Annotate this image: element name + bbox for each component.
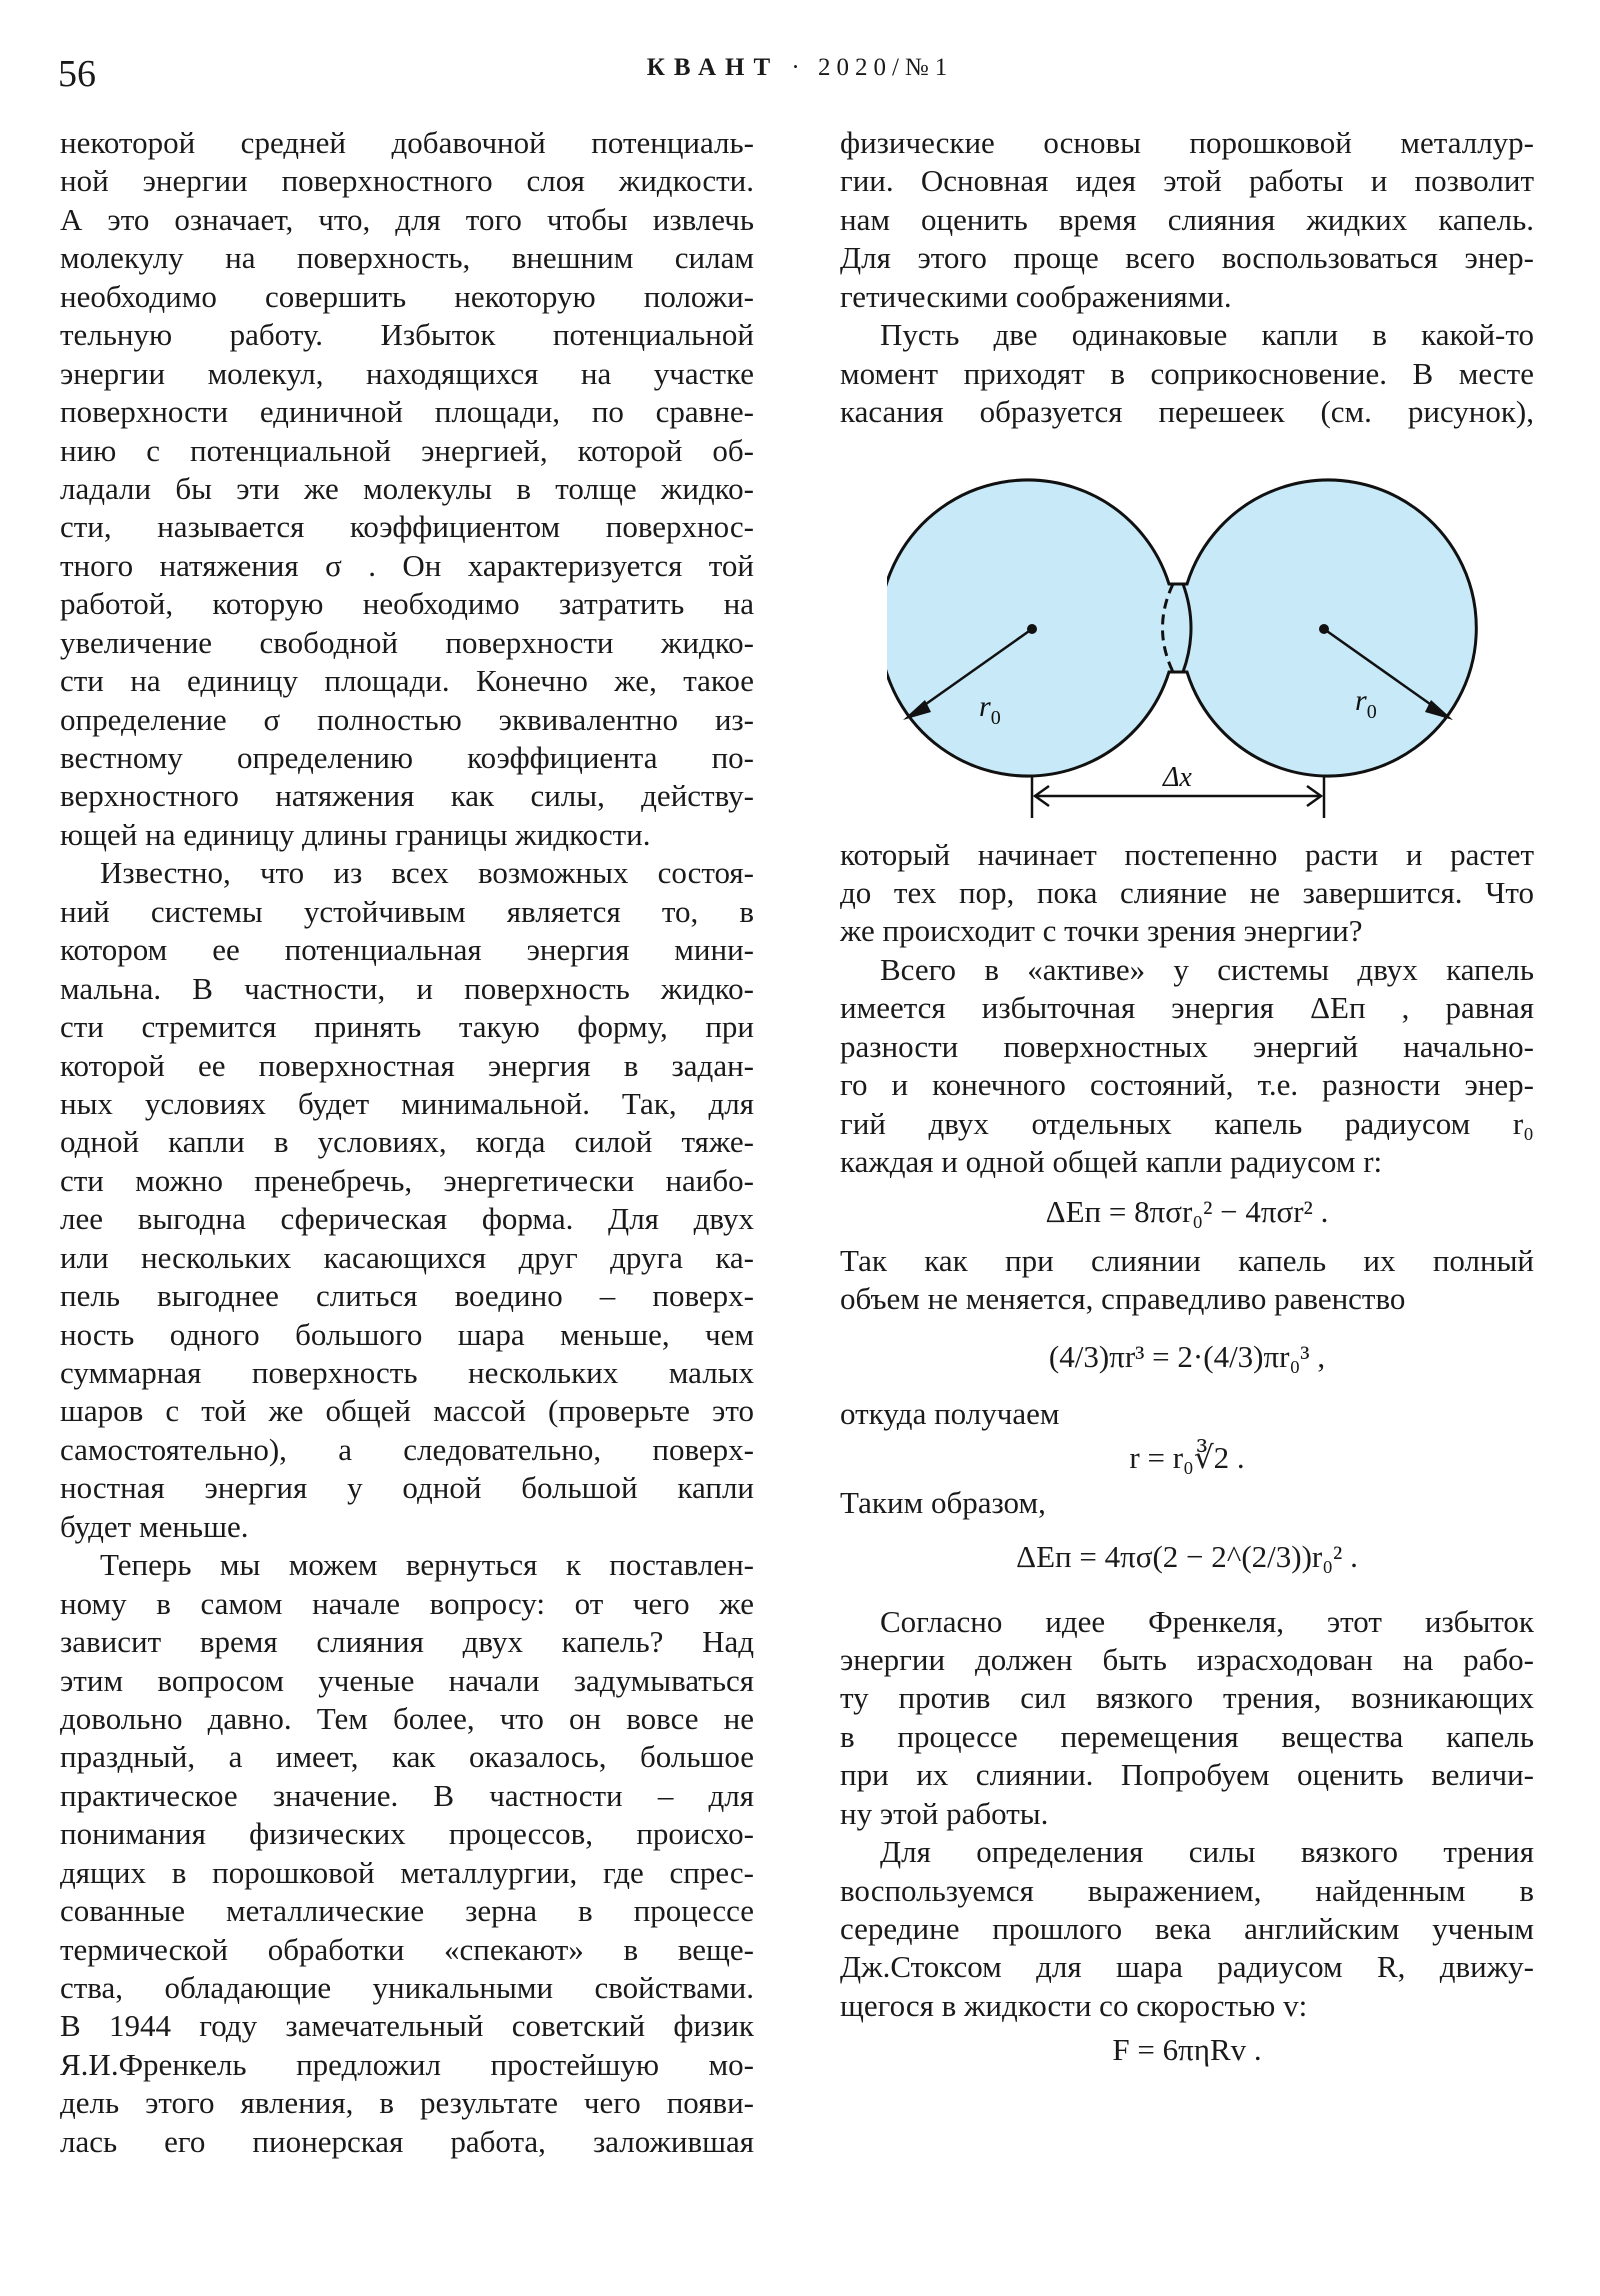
text-line: каждая и одной общей капли радиусом r: (840, 1144, 1383, 1179)
issue-number: 2020/№1 (817, 54, 954, 81)
radius-label-left: r (979, 689, 991, 723)
equation-volume-conservation: (4/3)πr³ = 2·(4/3)πr₀³ , (1048, 1338, 1326, 1374)
text-line: верхностного натяжения как силы, действу- (60, 778, 754, 814)
text-line: имеется избыточная энергия ΔEп , равная (840, 990, 1534, 1026)
radius-label-right: r (1355, 683, 1367, 717)
text-line: термической обработки «спекают» в веще- (60, 1931, 754, 1967)
text-line: Таким образом, (840, 1484, 1046, 1520)
text-line: гетическими соображениями. (840, 278, 1232, 314)
text-line: ность одного большого шара меньше, чем (60, 1316, 754, 1352)
text-line: середине прошлого века английским ученым (840, 1911, 1534, 1947)
text-line: тельную работу. Избыток потенциальной (60, 317, 754, 353)
text-line: сти на единицу площади. Конечно же, такое (60, 663, 754, 699)
text-line: ностная энергия у одной большой капли (60, 1470, 754, 1506)
text-line: суммарная поверхность нескольких малых (60, 1355, 754, 1390)
text-line: понимания физических процессов, происхо- (60, 1816, 754, 1852)
text-line: ной энергии поверхностного слоя жидкости. (60, 163, 754, 199)
text-line: при их слиянии. Попробуем оценить величи- (840, 1757, 1534, 1793)
equation-stokes-force: F = 6πηRv . (1112, 2032, 1262, 2068)
text-line: в процессе перемещения вещества капель (840, 1718, 1534, 1754)
text-line: откуда получаем (840, 1395, 1060, 1431)
text-line: гии. Основная идея этой работы и позволит (840, 163, 1534, 199)
distance-label: Δx (1163, 761, 1192, 793)
text-line: практическое значение. В частности – для (60, 1777, 754, 1813)
text-line: увеличение свободной поверхности жидко- (60, 624, 754, 660)
page-header (0, 48, 1600, 98)
text-line: ту против сил вязкого трения, возникающих (840, 1680, 1534, 1716)
text-line: определение σ полностью эквивалентно из- (60, 701, 754, 737)
text-line: гий двух отдельных капель радиусом r₀ (840, 1105, 1534, 1141)
text-line: же происходит с точки зрения энергии? (840, 913, 1363, 949)
text-line: довольно давно. Тем более, что он вовсе не (60, 1700, 754, 1736)
equation-energy-difference: ΔEп = 8πσr₀² − 4πσr² . (1045, 1194, 1329, 1230)
text-line: молекулу на поверхность, внешним силам (60, 240, 754, 276)
text-line: Для этого проще всего воспользоваться энер- (840, 240, 1534, 276)
text-line: щегося в жидкости со скоростью v: (840, 1987, 1308, 2023)
text-line: разности поверхностных энергий начально- (840, 1028, 1534, 1064)
text-line: сованные металлические зерна в процессе (60, 1893, 754, 1929)
text-line: поверхности единичной площади, по сравне- (60, 394, 754, 430)
text-line: вестному определению коэффициента по- (60, 740, 754, 775)
text-line: мальна. В частности, и поверхность жидко- (60, 970, 754, 1006)
text-line: ющей на единицу длины границы жидкости. (60, 816, 651, 852)
text-line: ладали бы эти же молекулы в толще жидко- (60, 470, 754, 506)
text-line: го и конечного состояний, т.е. разности энер- (840, 1067, 1534, 1103)
journal-title: КВАНТ (646, 54, 780, 81)
equation-radius: r = r₀∛2 . (1129, 1440, 1245, 1476)
text-line: дель этого явления, в результате чего появи- (60, 2085, 754, 2121)
text-line: лась его пионерская работа, заложившая (60, 2123, 754, 2159)
text-line: ну этой работы. (840, 1795, 1049, 1831)
svg-text:r0: $r_0$ (1355, 683, 1377, 723)
text-line: лее выгодна сферическая форма. Для двух (60, 1201, 754, 1237)
text-line: объем не меняется, справедливо равенство (840, 1281, 1406, 1317)
text-line: сти, называется коэффициентом поверхнос- (60, 509, 754, 545)
text-line: самостоятельно), а следовательно, поверх- (60, 1431, 754, 1467)
paragraph-start: Всего в «активе» у системы двух капель (880, 951, 1534, 987)
svg-text:r0: $r_0$ (979, 689, 1001, 729)
text-line: В 1944 году замечательный советский физик (60, 2008, 754, 2044)
text-line: необходимо совершить некоторую положи- (60, 278, 754, 314)
paragraph-start: Пусть две одинаковые капли в какой-то (880, 317, 1534, 353)
text-line: одной капли в условиях, когда силой тяже- (60, 1124, 754, 1160)
right-column (840, 124, 1534, 2070)
text-line: работой, которую необходимо затратить на (60, 586, 754, 622)
left-column (60, 124, 754, 2161)
text-line: энергии должен быть израсходован на рабо- (840, 1641, 1534, 1677)
text-line: ному в самом начале вопросу: от чего же (60, 1585, 754, 1621)
text-line: воспользуемся выражением, найденным в (840, 1872, 1534, 1908)
two-drops-figure (887, 448, 1487, 828)
text-line: А это означает, что, для того чтобы извлечь (60, 201, 754, 237)
text-line: котором ее потенциальная энергия мини- (60, 932, 754, 968)
text-line: или нескольких касающихся друг друга ка- (60, 1239, 754, 1275)
paragraph-start: Теперь мы можем вернуться к поставлен- (100, 1547, 754, 1583)
text-line: тного натяжения σ . Он характеризуется той (60, 547, 754, 583)
text-line: Так как при слиянии капель их полный (840, 1242, 1534, 1278)
text-line: зависит время слияния двух капель? Над (60, 1624, 754, 1660)
paragraph-start: Для определения силы вязкого трения (880, 1834, 1534, 1870)
text-line: которой ее поверхностная энергия в задан- (60, 1047, 754, 1083)
text-line: энергии молекул, находящихся на участке (60, 355, 754, 391)
text-line: этим вопросом ученые начали задумываться (60, 1662, 754, 1698)
text-line: дящих в порошковой металлургии, где спрес- (60, 1854, 754, 1890)
text-line: нам оценить время слияния жидких капель. (840, 201, 1534, 237)
text-line: ний системы устойчивым является то, в (60, 893, 754, 929)
text-line: который начинает постепенно расти и растет (840, 836, 1534, 872)
text-line: праздный, а имеет, как оказалось, большое (60, 1739, 754, 1775)
text-line: нию с потенциальной энергией, которой об- (60, 432, 754, 468)
text-line: ства, обладающие уникальными свойствами. (60, 1970, 754, 2005)
text-line: сти можно пренебречь, энергетически наибо- (60, 1162, 754, 1198)
text-line: будет меньше. (60, 1508, 249, 1544)
running-head (0, 54, 1600, 82)
text-line: сти стремится принять такую форму, при (60, 1009, 754, 1045)
text-line: физические основы порошковой металлур- (840, 125, 1534, 160)
drops-outline (887, 480, 1476, 776)
text-line: ных условиях будет минимальной. Так, для (60, 1085, 754, 1121)
text-line: некоторой средней добавочной потенциаль- (60, 125, 754, 160)
page-number: 56 (58, 53, 96, 95)
text-line: Я.И.Френкель предложил простейшую мо- (60, 2046, 754, 2082)
paragraph-start: Согласно идее Френкеля, этот избыток (880, 1603, 1534, 1639)
equation-excess-energy: ΔEп = 4πσ(2 − 2^(2/3))r₀² . (1016, 1539, 1358, 1575)
text-line: пель выгоднее слиться воедино – поверх- (60, 1278, 754, 1314)
paragraph-start: Известно, что из всех возможных состоя- (100, 855, 754, 891)
text-line: шаров с той же общей массой (проверьте это (60, 1393, 754, 1429)
text-line: касания образуется перешеек (см. рисунок), (840, 394, 1534, 430)
separator: · (791, 54, 806, 81)
text-line: до тех пор, пока слияние не завершится. Что (840, 874, 1534, 910)
text-line: Дж.Стоксом для шара радиусом R, движу- (840, 1949, 1534, 1985)
text-line: момент приходят в соприкосновение. В месте (840, 355, 1534, 391)
